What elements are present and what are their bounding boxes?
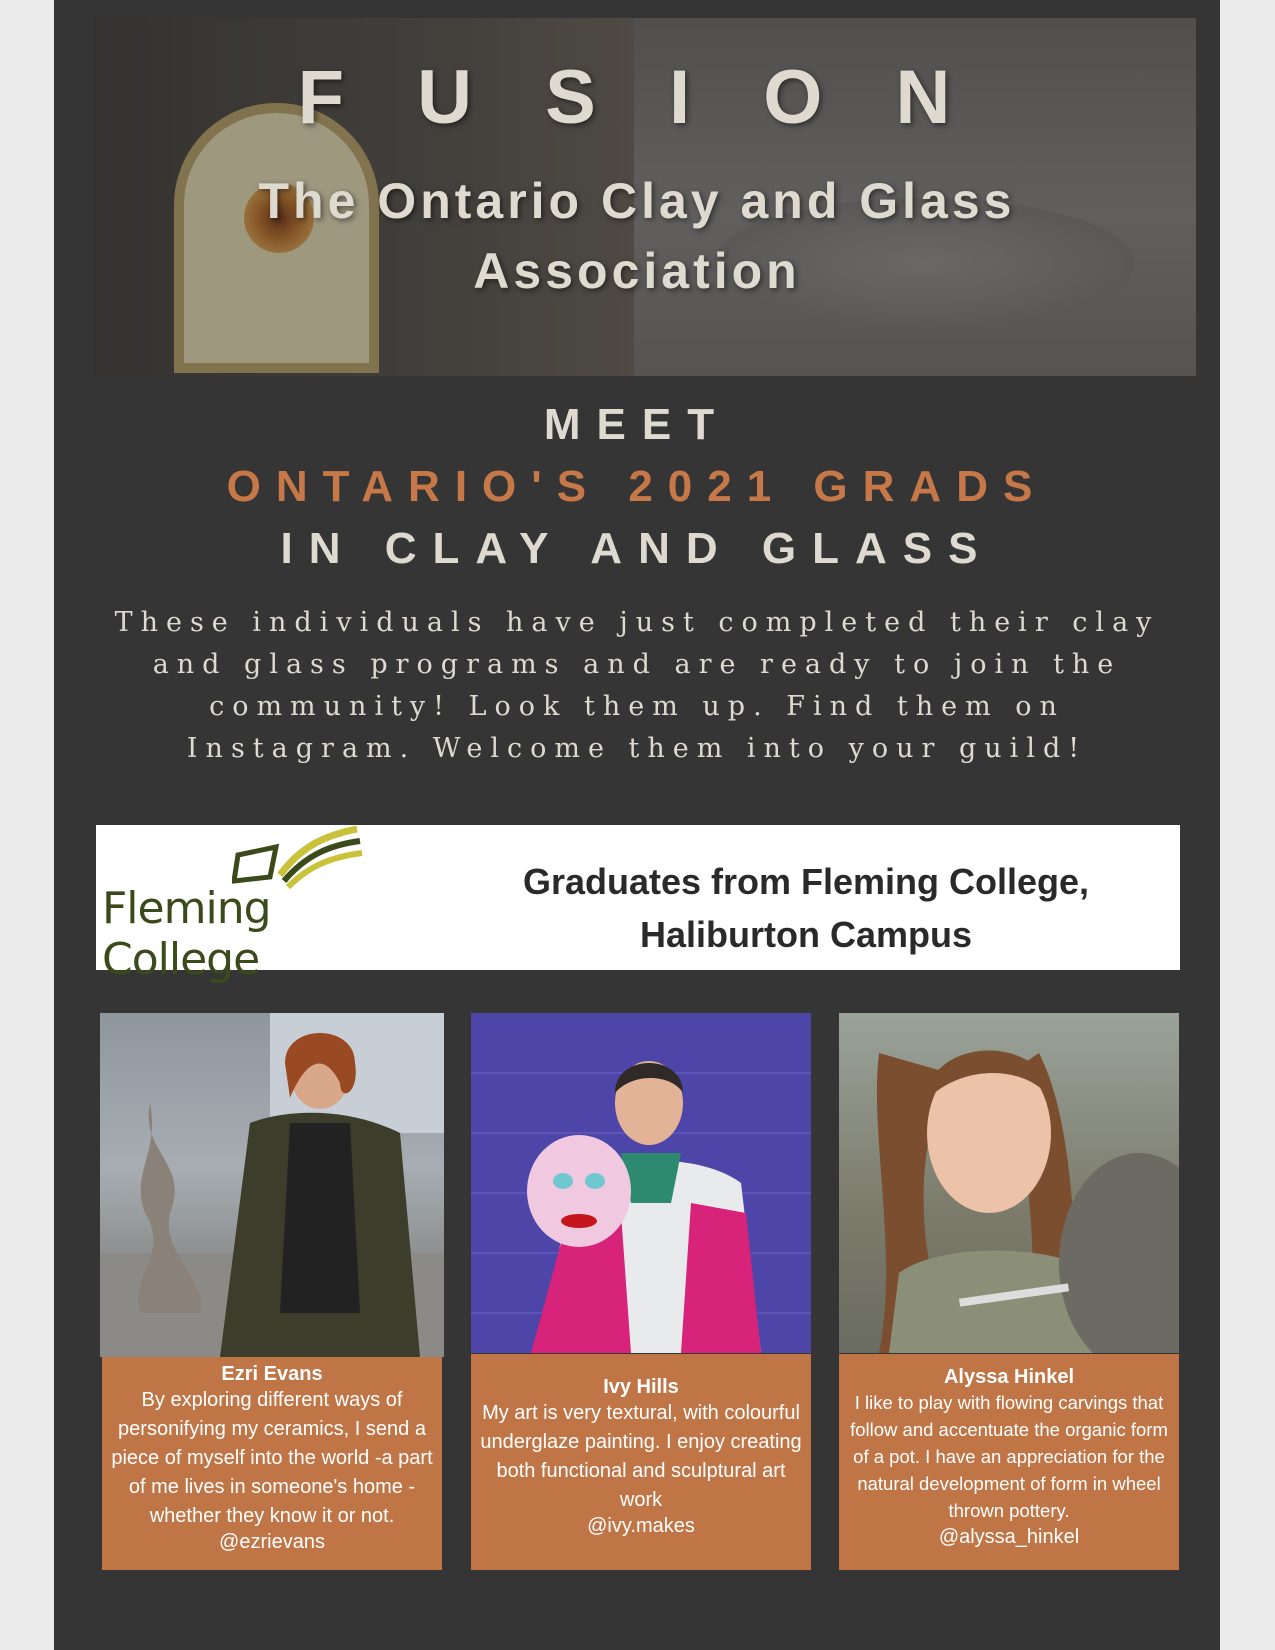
grad-photo-ezri: [100, 1013, 444, 1357]
college-logo-text: Fleming College: [102, 883, 271, 985]
grad-photo-ivy: [471, 1013, 811, 1353]
grad-statement: By exploring different ways of personifying my ceramics, I send a piece of myself into the world -a part of me lives in someone's home - whether they know it or not.: [111, 1389, 433, 1527]
headline-clay-glass: IN CLAY AND GLASS: [280, 524, 994, 573]
headline-grads: ONTARIO'S 2021 GRADS: [226, 462, 1048, 511]
grad-caption-ivy: [471, 1354, 811, 1570]
fleming-college-logo: [102, 825, 432, 985]
college-title: Graduates from Fleming College, Haliburton Campus: [522, 861, 1090, 955]
grad-photo-alyssa: [839, 1013, 1179, 1353]
flyer-page: [54, 0, 1220, 1650]
header-subtitle: The Ontario Clay and Glass Association: [258, 173, 1016, 299]
portrait-illustration: [471, 1013, 811, 1353]
grad-instagram-handle: @alyssa_hinkel: [938, 1526, 1080, 1548]
grad-name: Alyssa Hinkel: [943, 1366, 1075, 1388]
headline-meet: MEET: [543, 400, 731, 449]
portrait-illustration: [100, 1013, 444, 1357]
grad-caption-ezri: [102, 1357, 442, 1570]
grad-statement: My art is very textural, with colourful underglaze painting. I enjoy creating both functional and sculptural art work: [480, 1402, 802, 1511]
grad-statement: I like to play with flowing carvings that follow and accentuate the organic form of a pot. I have an appreciation for the natural development of form in wheel thrown pottery.: [850, 1392, 1168, 1521]
grad-name: Ezri Evans: [221, 1363, 323, 1385]
grad-name: Ivy Hills: [603, 1376, 679, 1398]
grad-instagram-handle: @ezrievans: [219, 1531, 325, 1553]
header-title: F U S I O N: [297, 55, 977, 140]
grad-instagram-handle: @ivy.makes: [587, 1515, 695, 1537]
intro-paragraph: These individuals have just completed their clay and glass programs and are ready to join the community! Look them up. Find them on Instagram. Welcome them into your guild!: [114, 607, 1160, 764]
portrait-illustration: [839, 1013, 1179, 1353]
grad-caption-alyssa: [839, 1354, 1179, 1570]
college-band: [96, 825, 1180, 985]
